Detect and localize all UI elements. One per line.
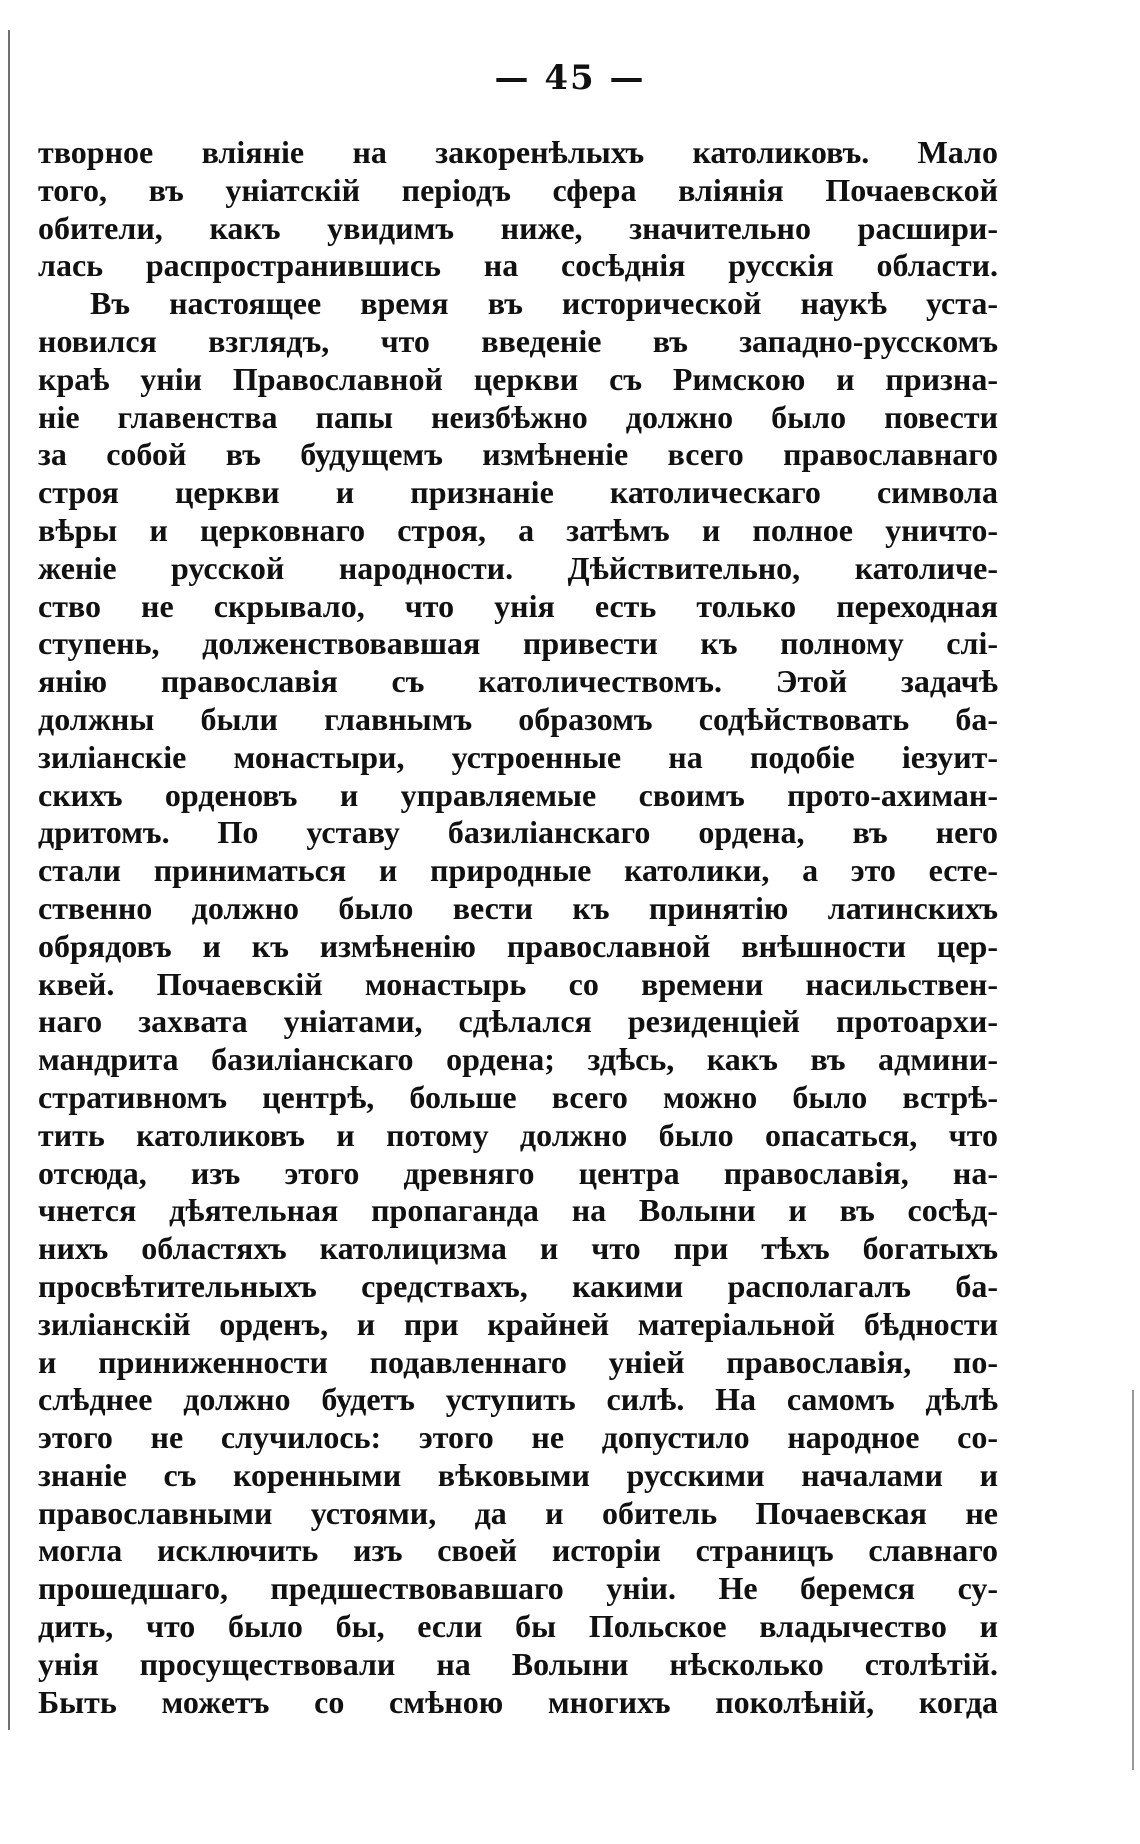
text-line: новился взглядъ, что введеніе въ западно-русскомъ [38,322,998,359]
text-line: обрядовъ и къ измѣненію православной внѣшности цер- [38,927,998,964]
text-line: Быть можетъ со смѣною многихъ поколѣній, когда [38,1683,998,1720]
text-line: и приниженности подавленнаго уніей православія, по- [38,1343,998,1380]
page-edge-left [8,30,10,1730]
text-line: зиліанскій орденъ, и при крайней матеріальной бѣдности [38,1305,998,1342]
text-line: янію православія съ католичествомъ. Этой задачѣ [38,663,998,700]
text-line: зиліанскіе монастыри, устроенные на подобіе іезуит- [38,738,998,775]
text-line: нихъ областяхъ католицизма и что при тѣхъ богатыхъ [38,1230,998,1267]
text-line: православными устоями, да и обитель Почаевская не [38,1494,998,1531]
text-line: тить католиковъ и потому должно было опасаться, что [38,1116,998,1153]
text-line: ство не скрывало, что унія есть только переходная [38,587,998,624]
text-line: того, въ уніатскій періодъ сфера вліянія Почаевской [38,171,998,208]
text-line: женіе русской народности. Дѣйствительно, католиче- [38,549,998,586]
text-line: стали приниматься и природные католики, а это есте- [38,852,998,889]
text-line: скихъ орденовъ и управляемые своимъ прото-ахиман- [38,776,998,813]
text-line: слѣднее должно будетъ уступить силѣ. На самомъ дѣлѣ [38,1381,998,1418]
text-line: могла исключить изъ своей исторіи страницъ славнаго [38,1532,998,1569]
text-line: этого не случилось: этого не допустило народное со- [38,1419,998,1456]
text-line: мандрита базиліанскаго ордена; здѣсь, какъ въ админи- [38,1041,998,1078]
text-line: унія просуществовали на Волыни нѣсколько столѣтій. [38,1645,998,1682]
text-line: просвѣтительныхъ средствахъ, какими располагалъ ба- [38,1267,998,1304]
text-line: строя церкви и признаніе католическаго символа [38,474,998,511]
page-number: — 45 — [494,58,646,98]
text-line: чнется дѣятельная пропаганда на Волыни и въ сосѣд- [38,1192,998,1229]
body-text [38,134,998,1721]
text-line: квей. Почаевскій монастырь со времени насильствен- [38,965,998,1002]
text-line: наго захвата уніатами, сдѣлался резиденціей протоархи- [38,1003,998,1040]
text-line: дить, что было бы, если бы Польское владычество и [38,1608,998,1645]
page-edge-right [1132,1390,1134,1770]
text-line: вѣры и церковнаго строя, а затѣмъ и полное уничто- [38,511,998,548]
text-line: стративномъ центрѣ, больше всего можно было встрѣ- [38,1078,998,1115]
text-line: ніе главенства папы неизбѣжно должно было повести [38,398,998,435]
text-line: творное вліяніе на закоренѣлыхъ католиковъ. Мало [38,134,998,170]
text-line: должны были главнымъ образомъ содѣйствовать ба- [38,700,998,737]
text-line: лась распространившись на сосѣднія русскія области. [38,247,998,284]
text-line: дритомъ. По уставу базиліанскаго ордена, въ него [38,814,998,851]
text-line: Въ настоящее время въ исторической наукѣ уста- [90,285,998,322]
text-line: краѣ уніи Православной церкви съ Римскою и призна- [38,360,998,397]
text-line: отсюда, изъ этого древняго центра православія, на- [38,1154,998,1191]
text-line: обители, какъ увидимъ ниже, значительно расшири- [38,209,998,246]
text-line: ственно должно было вести къ принятію латинскихъ [38,889,998,926]
text-line: знаніе съ коренными вѣковыми русскими началами и [38,1456,998,1493]
text-line: прошедшаго, предшествовавшаго уніи. Не беремся су- [38,1570,998,1607]
text-line: ступень, долженствовавшая привести къ полному слі- [38,625,998,662]
text-line: за собой въ будущемъ измѣненіе всего православнаго [38,436,998,473]
